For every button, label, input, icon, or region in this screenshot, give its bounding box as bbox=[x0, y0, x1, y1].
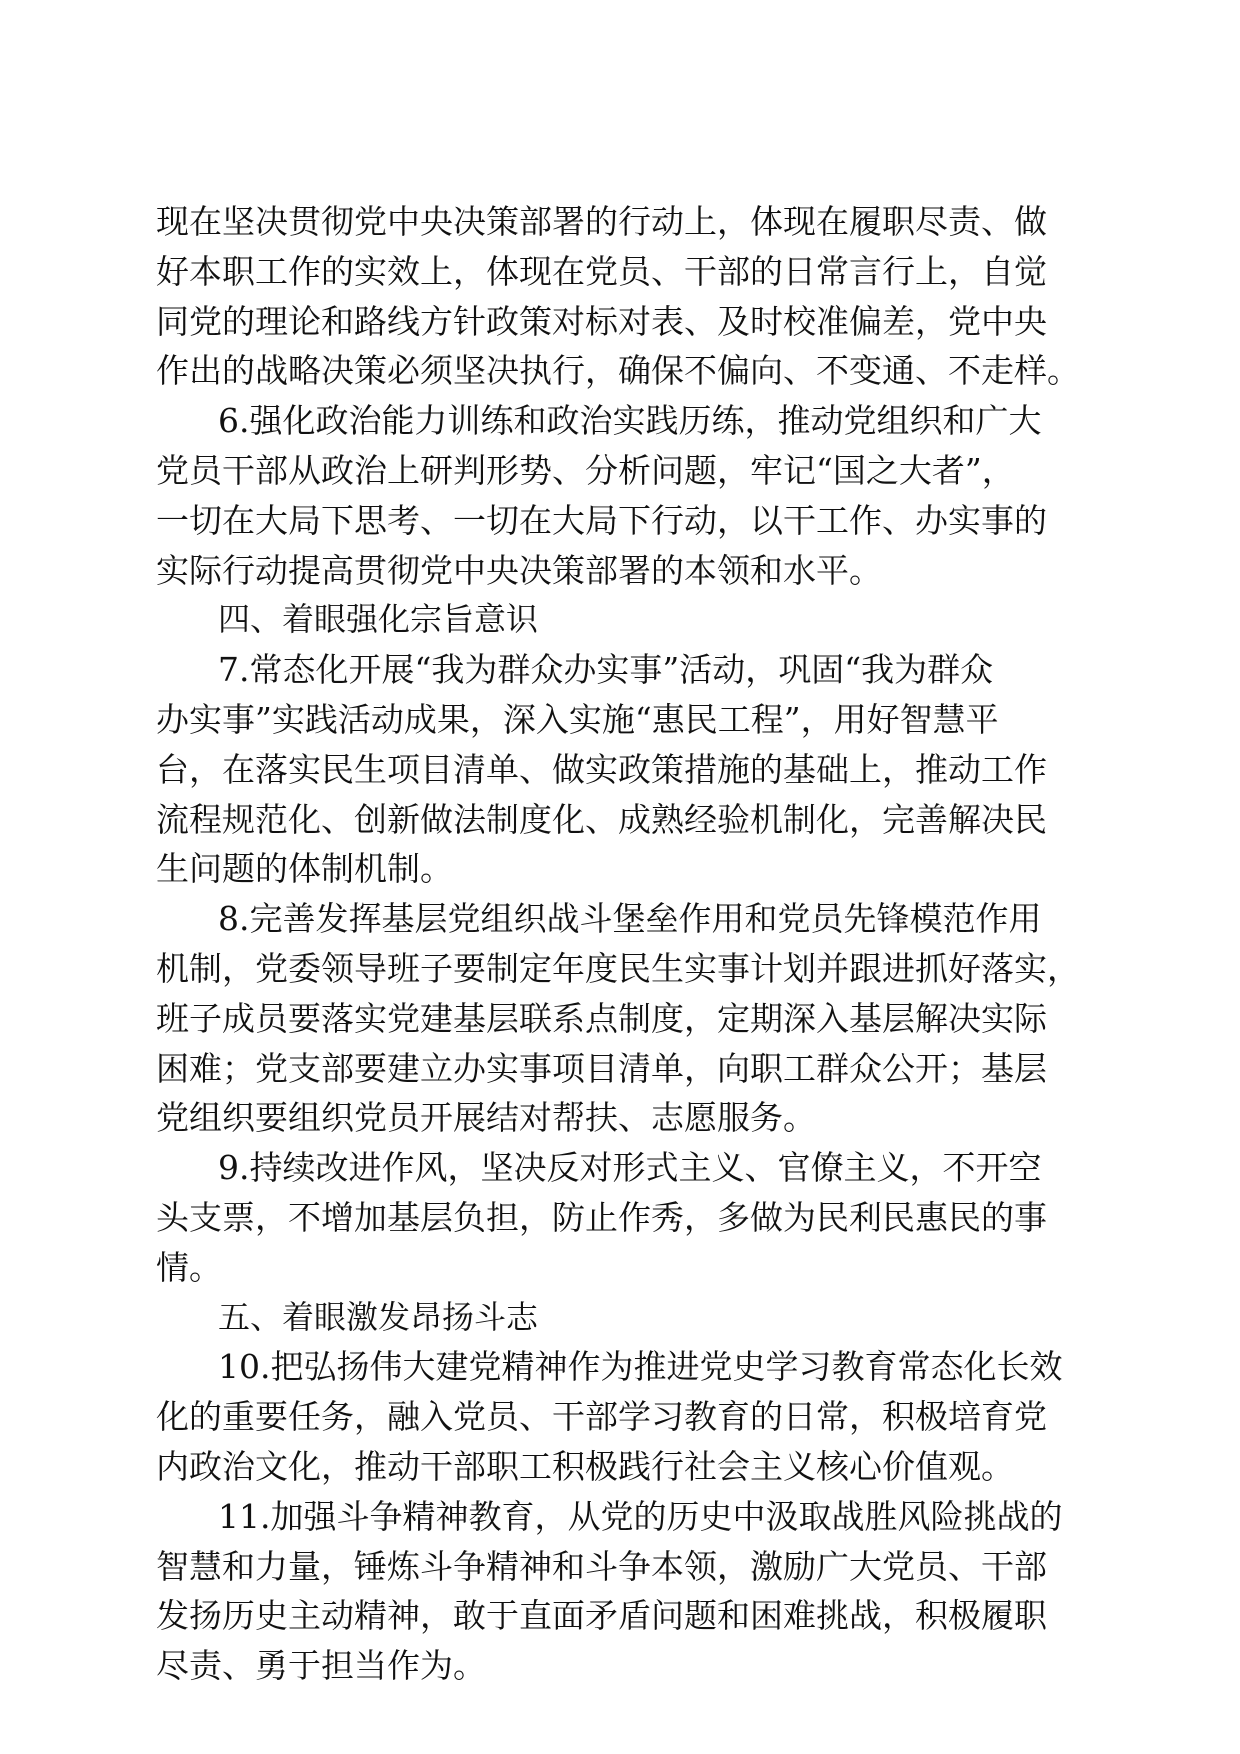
text-line: 流程规范化、创新做法制度化、成熟经验机制化，完善解决民 bbox=[156, 799, 1047, 839]
paragraph-first-line: 10.把弘扬伟大建党精神作为推进党史学习教育常态化长效 bbox=[218, 1347, 1063, 1387]
text-line: 生问题的体制机制。 bbox=[156, 849, 453, 889]
text-line: 内政治文化，推动干部职工积极践行社会主义核心价值观。 bbox=[156, 1446, 1014, 1486]
text-line: 现在坚决贯彻党中央决策部署的行动上，体现在履职尽责、做 bbox=[156, 202, 1047, 241]
section-heading: 四、着眼强化宗旨意识 bbox=[218, 600, 539, 639]
document-body bbox=[156, 197, 1084, 1691]
text-line: 同党的理论和路线方针政策对标对表、及时校准偏差，党中央 bbox=[156, 301, 1047, 341]
paragraph-first-line: 6.强化政治能力训练和政治实践历练，推动党组织和广大 bbox=[218, 401, 1042, 441]
text-line: 一切在大局下思考、一切在大局下行动，以干工作、办实事的 bbox=[156, 500, 1047, 540]
text-line: 党员干部从政治上研判形势、分析问题，牢记“国之大者”， bbox=[156, 450, 1015, 490]
text-line: 实际行动提高贯彻党中央决策部署的本领和水平。 bbox=[156, 550, 882, 590]
text-line: 班子成员要落实党建基层联系点制度，定期深入基层解决实际 bbox=[156, 998, 1047, 1038]
paragraph-first-line: 11.加强斗争精神教育，从党的历史中汲取战胜风险挑战的 bbox=[218, 1496, 1063, 1536]
text-line: 化的重要任务，融入党员、干部学习教育的日常，积极培育党 bbox=[156, 1397, 1047, 1437]
paragraph-first-line: 8.完善发挥基层党组织战斗堡垒作用和党员先锋模范作用 bbox=[218, 899, 1042, 939]
text-line: 发扬历史主动精神，敢于直面矛盾问题和困难挑战，积极履职 bbox=[156, 1596, 1047, 1636]
text-line: 困难；党支部要建立办实事项目清单，向职工群众公开；基层 bbox=[156, 1048, 1047, 1088]
text-line: 尽责、勇于担当作为。 bbox=[156, 1646, 486, 1686]
text-line: 智慧和力量，锤炼斗争精神和斗争本领，激励广大党员、干部 bbox=[156, 1546, 1047, 1586]
text-line: 党组织要组织党员开展结对帮扶、志愿服务。 bbox=[156, 1098, 816, 1138]
section-heading: 五、着眼激发昂扬斗志 bbox=[218, 1297, 539, 1336]
text-line: 办实事”实践活动成果，深入实施“惠民工程”，用好智慧平 bbox=[156, 699, 999, 739]
text-line: 情。 bbox=[156, 1247, 222, 1287]
text-line: 作出的战略决策必须坚决执行，确保不偏向、不变通、不走样。 bbox=[156, 351, 1080, 391]
text-line: 台，在落实民生项目清单、做实政策措施的基础上，推动工作 bbox=[156, 749, 1047, 789]
paragraph-first-line: 9.持续改进作风，坚决反对形式主义、官僚主义，不开空 bbox=[218, 1148, 1042, 1188]
text-line: 头支票，不增加基层负担，防止作秀，多做为民利民惠民的事 bbox=[156, 1197, 1047, 1237]
paragraph-first-line: 7.常态化开展“我为群众办实事”活动，巩固“我为群众 bbox=[218, 650, 994, 690]
text-line: 好本职工作的实效上，体现在党员、干部的日常言行上，自觉 bbox=[156, 251, 1047, 291]
text-line: 机制，党委领导班子要制定年度民生实事计划并跟进抓好落实， bbox=[156, 948, 1080, 988]
